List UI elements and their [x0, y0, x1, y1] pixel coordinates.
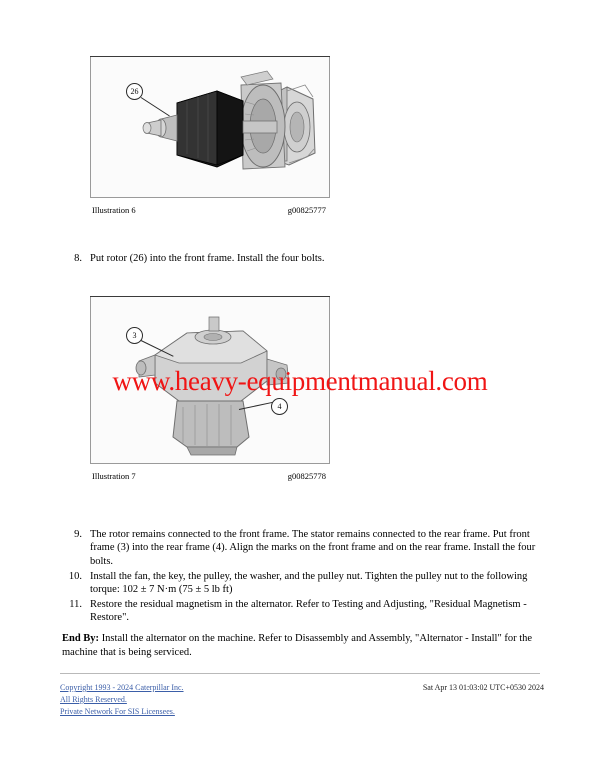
footer-line-1	[60, 683, 544, 695]
footer-rights: All Rights Reserved.	[60, 695, 127, 704]
footer-timestamp: Sat Apr 13 01:03:02 UTC+0530 2024	[422, 683, 544, 692]
footer-line-3	[60, 707, 544, 719]
end-by-text: Install the alternator on the machine. Refer to Disassembly and Assembly, "Alternator - Install" for the machine that is being serviced.	[62, 633, 533, 658]
figure-caption-label: Illustration 6	[92, 205, 136, 215]
alternator-rotor-illustration	[91, 57, 329, 197]
end-by-label: End By:	[62, 633, 100, 644]
step-11	[62, 598, 540, 625]
step-10	[62, 570, 540, 597]
figure-caption	[90, 205, 330, 217]
step-8-text: Put rotor (26) into the front frame. Install the four bolts.	[90, 253, 325, 264]
figure-image-frame	[90, 297, 330, 464]
step-11-text: Restore the residual magnetism in the alternator. Refer to Testing and Adjusting, "Residual Magnetism - Restore".	[90, 599, 527, 624]
step-10-number: 10.	[68, 571, 82, 582]
figure-image-frame	[90, 57, 330, 198]
step-8	[62, 252, 540, 265]
figure-caption-label: Illustration 7	[92, 471, 136, 481]
step-9	[62, 528, 540, 568]
step-10-text: Install the fan, the key, the pulley, the washer, and the pulley nut. Tighten the pulley nut to the following torque: 102 ± 7 N·m (75 ± 5 lb ft)	[90, 571, 528, 596]
page-footer	[60, 683, 544, 719]
step-9-text: The rotor remains connected to the front frame. The stator remains connected to the rear frame. Put front frame (3) into the rear frame (4). Align the marks on the front frame and on the rear frame. Install the four bolts.	[90, 529, 536, 567]
callout-4: 4	[271, 398, 288, 415]
callout-3: 3	[126, 327, 143, 344]
footer-copyright: Copyright 1993 - 2024 Caterpillar Inc.	[60, 683, 184, 692]
step-8-number: 8.	[74, 253, 82, 264]
figure-caption-id: g00825777	[287, 205, 326, 215]
step-9-number: 9.	[74, 529, 82, 540]
callout-26: 26	[126, 83, 143, 100]
figure-illustration-6	[90, 56, 330, 217]
end-by-paragraph	[62, 632, 540, 659]
site-watermark: www.heavy-equipmentmanual.com	[112, 366, 488, 396]
figure-caption	[90, 471, 330, 483]
figure-illustration-7	[90, 296, 330, 483]
footer-line-2	[60, 695, 544, 707]
footer-network: Private Network For SIS Licensees.	[60, 707, 175, 716]
figure-caption-id: g00825778	[287, 471, 326, 481]
step-11-number: 11.	[69, 599, 82, 610]
footer-divider	[60, 673, 540, 674]
alternator-assembly-illustration	[91, 297, 329, 463]
